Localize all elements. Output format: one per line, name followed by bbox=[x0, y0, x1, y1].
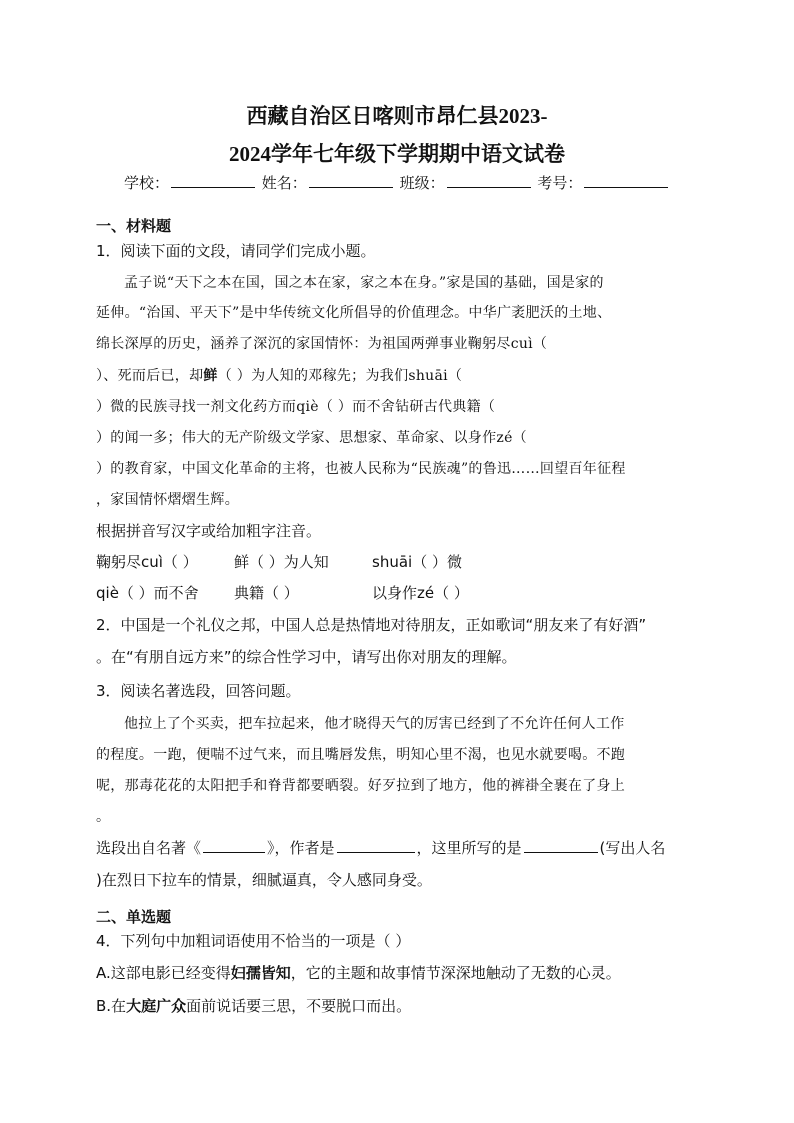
item-xian: 鲜（ ）为人知 bbox=[234, 553, 329, 571]
q3-passage-line: 呢，那毒花花的太阳把手和脊背都要晒裂。好歹拉到了地方，他的裤褂全裹在了身上 bbox=[96, 778, 626, 794]
q3-answer-line: 选段出自名著《 》，作者是 ，这里所写的是 (写出人名 bbox=[96, 839, 666, 857]
author-blank[interactable] bbox=[337, 838, 415, 853]
exam-no-label: 考号： bbox=[537, 174, 583, 192]
q3-passage-line: 的程度。一跑，便喘不过气来，而且嘴唇发焦，明知心里不渴，也见水就要喝。不跑 bbox=[96, 747, 626, 763]
q3-passage-line: 他拉上了个买卖，把车拉起来，他才晓得天气的厉害已经到了不允许任何人工作 bbox=[124, 716, 625, 732]
q1-items-row2 bbox=[96, 582, 469, 603]
q4-stem: 4．下列句中加粗词语使用不恰当的一项是（ ） bbox=[96, 932, 411, 950]
bold-char-xian: 鲜 bbox=[203, 368, 218, 384]
exam-title-line2: 2024学年七年级下学期期中语文试卷 bbox=[229, 142, 565, 166]
section-heading-single-choice: 二、单选题 bbox=[96, 908, 172, 926]
q3-stem: 3．阅读名著选段，回答问题。 bbox=[96, 682, 301, 700]
item-cui: 鞠躬尽cuì（ ） bbox=[96, 553, 198, 571]
exam-no-blank[interactable] bbox=[584, 173, 668, 188]
bold-word-b: 大庭广众 bbox=[126, 997, 187, 1015]
q2-line: 2．中国是一个礼仪之邦，中国人总是热情地对待朋友，正如歌词“朋友来了有好酒” bbox=[96, 616, 647, 634]
exam-title-line1: 西藏自治区日喀则市昂仁县2023- bbox=[246, 104, 548, 128]
student-info-row bbox=[124, 172, 670, 193]
q1-passage-line: ）的闻一多；伟大的无产阶级文学家、思想家、革命家、以身作zé（ bbox=[96, 430, 527, 446]
q4-option-a[interactable]: A.这部电影已经变得妇孺皆知，它的主题和故事情节深深地触动了无数的心灵。 bbox=[96, 964, 621, 982]
name-blank[interactable] bbox=[309, 173, 393, 188]
character-blank[interactable] bbox=[524, 838, 598, 853]
class-blank[interactable] bbox=[447, 173, 531, 188]
q1-passage-line: ，家国情怀熠熠生辉。 bbox=[96, 492, 239, 508]
bold-word-a: 妇孺皆知 bbox=[230, 964, 291, 982]
school-blank[interactable] bbox=[171, 173, 255, 188]
name-label: 姓名： bbox=[261, 174, 307, 192]
q3-passage-line: 。 bbox=[96, 809, 111, 825]
q1-passage-line: 延伸。“治国、平天下”是中华传统文化所倡导的价值理念。中华广袤肥沃的土地、 bbox=[96, 305, 612, 321]
book-title-blank[interactable] bbox=[203, 838, 265, 853]
item-ze: 以身作zé（ ） bbox=[372, 584, 469, 602]
q1-passage-line: 孟子说“天下之本在国，国之本在家，家之本在身。”家是国的基础，国是家的 bbox=[124, 275, 604, 291]
q1-passage-line: ）的教育家，中国文化革命的主将，也被人民称为“民族魂”的鲁迅……回望百年征程 bbox=[96, 461, 626, 477]
q1-items-row1 bbox=[96, 551, 462, 572]
q4-option-b[interactable]: B.在大庭广众面前说话要三思，不要脱口而出。 bbox=[96, 997, 412, 1015]
q2-line: 。在“有朋自远方来”的综合性学习中，请写出你对朋友的理解。 bbox=[96, 648, 517, 666]
q1-passage-line: ）、死而后已，却鲜（ ）为人知的邓稼先；为我们shuāi（ bbox=[96, 368, 463, 384]
q1-passage-line: ）微的民族寻找一剂文化药方而qiè（ ）而不舍钻研古代典籍（ bbox=[96, 399, 496, 415]
school-label: 学校： bbox=[124, 174, 170, 192]
q1-passage-line: 绵长深厚的历史，涵养了深沉的家国情怀：为祖国两弹事业鞠躬尽cuì（ bbox=[96, 336, 548, 352]
class-label: 班级： bbox=[399, 174, 445, 192]
item-dianji: 典籍（ ） bbox=[234, 584, 299, 602]
q1-stem: 1．阅读下面的文段，请同学们完成小题。 bbox=[96, 242, 376, 260]
item-shuai: shuāi（ ）微 bbox=[372, 553, 462, 571]
q3-answer-line2: )在烈日下拉车的情景，细腻逼真，令人感同身受。 bbox=[96, 871, 432, 889]
q1-instruction: 根据拼音写汉字或给加粗字注音。 bbox=[96, 522, 322, 540]
section-heading-material: 一、材料题 bbox=[96, 217, 172, 235]
item-qie: qiè（ ）而不舍 bbox=[96, 584, 199, 602]
